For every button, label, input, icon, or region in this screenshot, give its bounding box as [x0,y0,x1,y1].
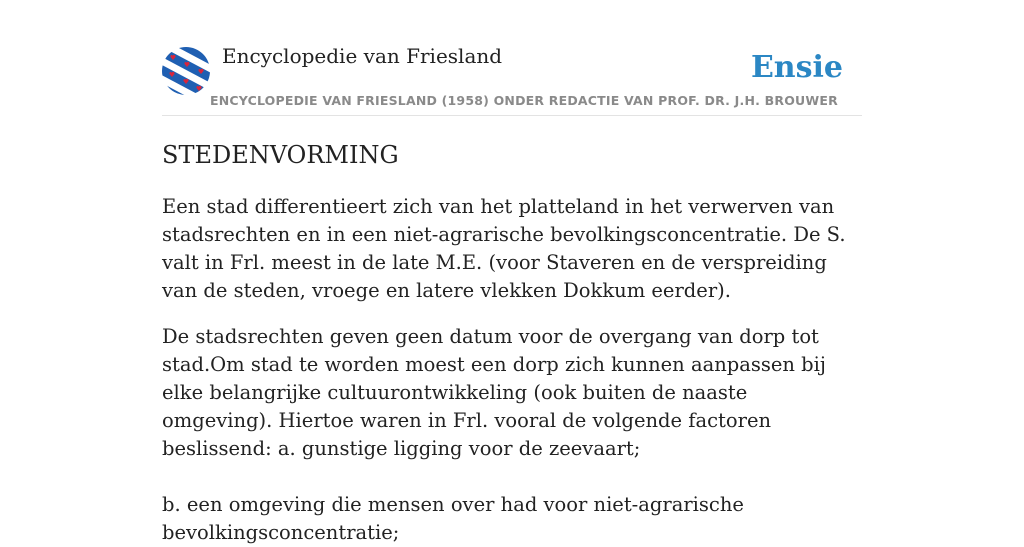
site-header [162,0,862,116]
site-title[interactable]: Encyclopedie van Friesland [222,44,503,68]
brand-logo[interactable]: Ensie [750,50,843,85]
entry-body [162,193,862,547]
entry-paragraph: Een stad differentieert zich van het platteland in het verwerven van stadsrechten en in een niet-agrarische bevolkingsconcentratie. De S. valt in Frl. meest in de late M.E. (voor Staveren en de verspreiding van de steden, vroege en latere vlekken Dokkum eerder). [162,195,846,302]
frisian-flag-icon[interactable] [162,47,210,95]
site-subtitle: ENCYCLOPEDIE VAN FRIESLAND (1958) ONDER REDACTIE VAN PROF. DR. J.H. BROUWER [210,93,838,108]
page [162,0,862,544]
entry-title: STEDENVORMING [162,141,399,169]
entry-paragraph: b. een omgeving die mensen over had voor niet-agrarische bevolkingsconcentratie; [162,493,744,544]
entry-paragraph: De stadsrechten geven geen datum voor de overgang van dorp tot stad.Om stad te worden moest een dorp zich kunnen aanpassen bij elke belangrijke cultuurontwikkeling (ook buiten de naaste omgeving). Hiertoe waren in Frl. vooral de volgende factoren beslissend: a. gunstige ligging voor de zeevaart; [162,325,826,460]
